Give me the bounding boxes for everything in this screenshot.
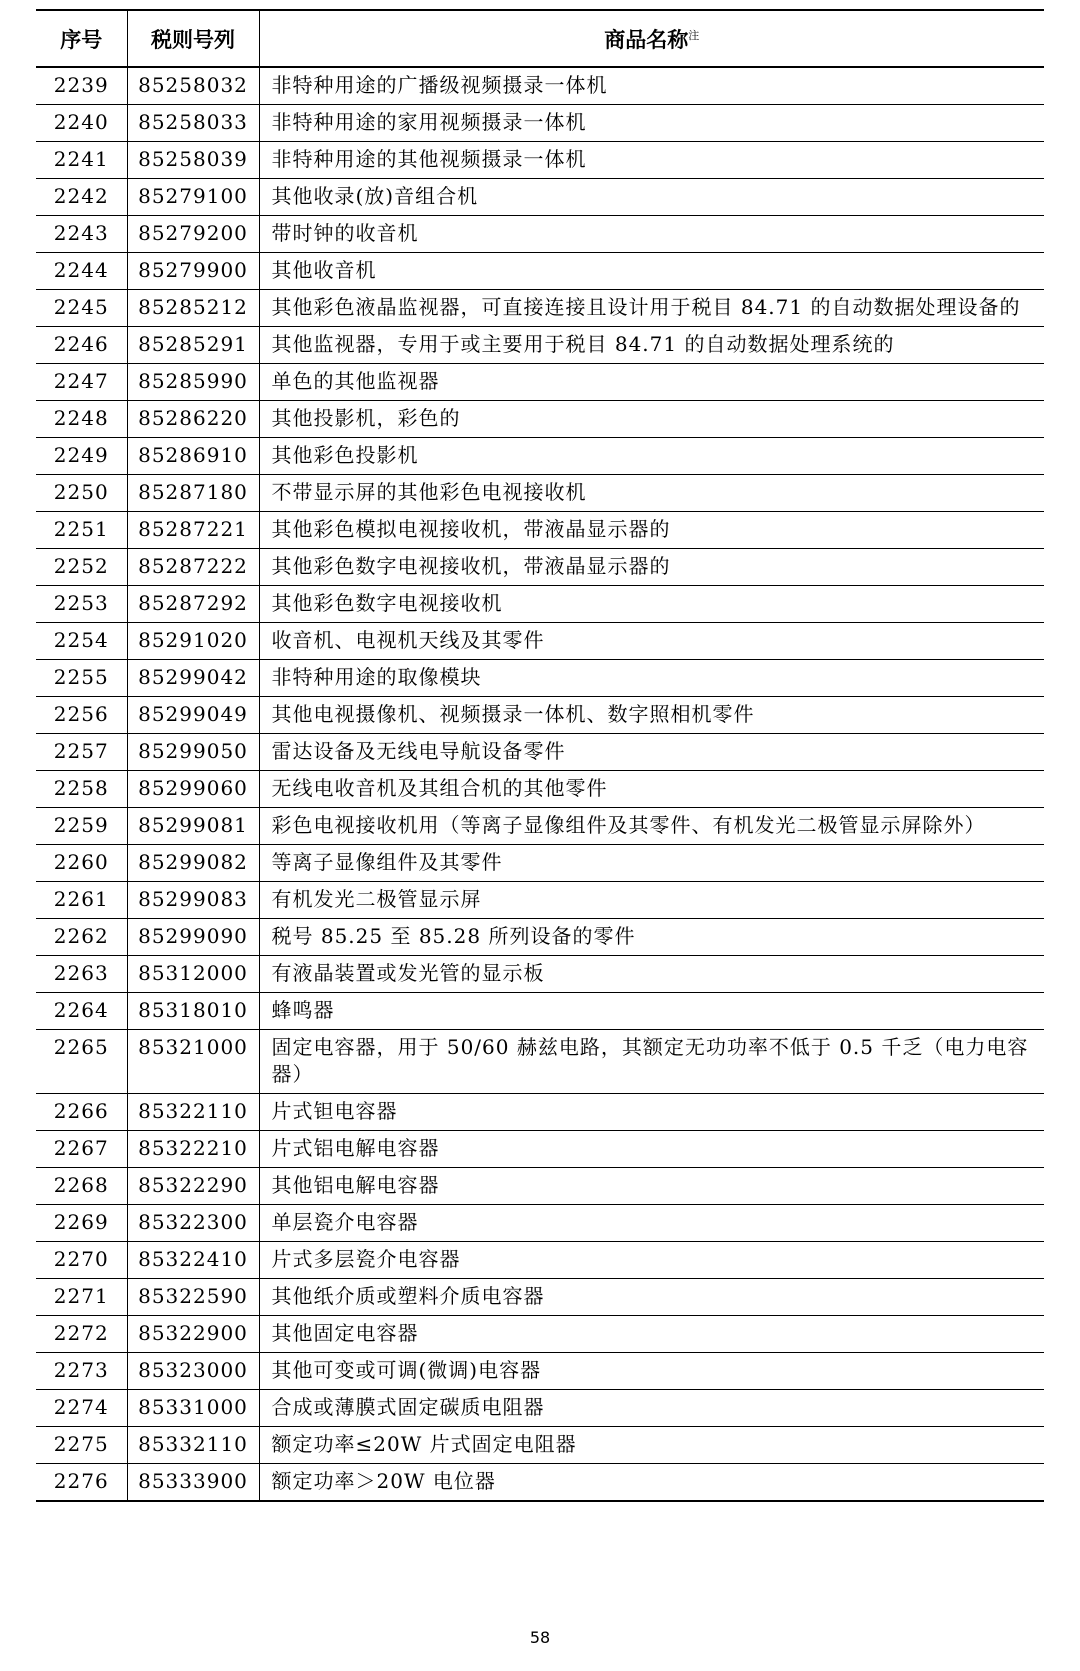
table-row — [36, 401, 1044, 438]
row-code: 85333900 — [127, 1464, 259, 1502]
row-seq: 2239 — [36, 67, 127, 105]
row-seq: 2253 — [36, 586, 127, 623]
row-seq: 2268 — [36, 1168, 127, 1205]
table-row — [36, 327, 1044, 364]
row-name: 单色的其他监视器 — [259, 364, 1044, 401]
row-code: 85285990 — [127, 364, 259, 401]
row-name: 税号 85.25 至 85.28 所列设备的零件 — [259, 919, 1044, 956]
header-name-note: 注 — [688, 28, 700, 42]
row-code: 85285212 — [127, 290, 259, 327]
row-code: 85322290 — [127, 1168, 259, 1205]
table-row — [36, 956, 1044, 993]
row-code: 85287180 — [127, 475, 259, 512]
row-seq: 2255 — [36, 660, 127, 697]
row-code: 85287222 — [127, 549, 259, 586]
row-name: 非特种用途的取像模块 — [259, 660, 1044, 697]
table-row — [36, 1030, 1044, 1094]
table-row — [36, 290, 1044, 327]
row-seq: 2247 — [36, 364, 127, 401]
row-seq: 2243 — [36, 216, 127, 253]
row-code: 85279900 — [127, 253, 259, 290]
table-row — [36, 882, 1044, 919]
row-code: 85258032 — [127, 67, 259, 105]
row-name: 片式多层瓷介电容器 — [259, 1242, 1044, 1279]
row-name: 有液晶装置或发光管的显示板 — [259, 956, 1044, 993]
row-seq: 2257 — [36, 734, 127, 771]
row-seq: 2246 — [36, 327, 127, 364]
table-row — [36, 1353, 1044, 1390]
row-name: 其他彩色数字电视接收机 — [259, 586, 1044, 623]
row-code: 85312000 — [127, 956, 259, 993]
table-row — [36, 1168, 1044, 1205]
table-row — [36, 1131, 1044, 1168]
table-row — [36, 1390, 1044, 1427]
table-row — [36, 105, 1044, 142]
row-code: 85286220 — [127, 401, 259, 438]
row-code: 85332110 — [127, 1427, 259, 1464]
row-code: 85299050 — [127, 734, 259, 771]
table-row — [36, 142, 1044, 179]
row-seq: 2264 — [36, 993, 127, 1030]
row-name: 其他收音机 — [259, 253, 1044, 290]
table-header — [36, 10, 1044, 67]
row-code: 85291020 — [127, 623, 259, 660]
row-code: 85322900 — [127, 1316, 259, 1353]
table-row — [36, 179, 1044, 216]
row-seq: 2270 — [36, 1242, 127, 1279]
table-row — [36, 67, 1044, 105]
row-code: 85299082 — [127, 845, 259, 882]
row-code: 85322590 — [127, 1279, 259, 1316]
row-seq: 2262 — [36, 919, 127, 956]
row-seq: 2274 — [36, 1390, 127, 1427]
row-seq: 2248 — [36, 401, 127, 438]
row-name: 蜂鸣器 — [259, 993, 1044, 1030]
row-code: 85299042 — [127, 660, 259, 697]
row-seq: 2251 — [36, 512, 127, 549]
table-row — [36, 253, 1044, 290]
row-code: 85299090 — [127, 919, 259, 956]
row-code: 85331000 — [127, 1390, 259, 1427]
row-name: 其他监视器，专用于或主要用于税目 84.71 的自动数据处理系统的 — [259, 327, 1044, 364]
row-name: 其他固定电容器 — [259, 1316, 1044, 1353]
row-code: 85299083 — [127, 882, 259, 919]
row-seq: 2250 — [36, 475, 127, 512]
row-code: 85279100 — [127, 179, 259, 216]
row-name: 片式铝电解电容器 — [259, 1131, 1044, 1168]
page-number: 58 — [529, 1628, 551, 1647]
table-row — [36, 216, 1044, 253]
row-seq: 2245 — [36, 290, 127, 327]
row-name: 单层瓷介电容器 — [259, 1205, 1044, 1242]
table-row — [36, 512, 1044, 549]
row-code: 85286910 — [127, 438, 259, 475]
row-seq: 2273 — [36, 1353, 127, 1390]
row-name: 带时钟的收音机 — [259, 216, 1044, 253]
row-name: 额定功率＞20W 电位器 — [259, 1464, 1044, 1502]
row-seq: 2241 — [36, 142, 127, 179]
row-name: 其他铝电解电容器 — [259, 1168, 1044, 1205]
row-seq: 2266 — [36, 1094, 127, 1131]
table-row — [36, 1279, 1044, 1316]
table-body — [36, 67, 1044, 1501]
row-code: 85287292 — [127, 586, 259, 623]
table-row — [36, 475, 1044, 512]
table-row — [36, 549, 1044, 586]
row-code: 85322210 — [127, 1131, 259, 1168]
table-row — [36, 1427, 1044, 1464]
row-code: 85321000 — [127, 1030, 259, 1094]
row-seq: 2276 — [36, 1464, 127, 1502]
header-name-label: 商品名称 — [604, 27, 689, 52]
row-name: 无线电收音机及其组合机的其他零件 — [259, 771, 1044, 808]
table-row — [36, 845, 1044, 882]
row-seq: 2261 — [36, 882, 127, 919]
row-seq: 2242 — [36, 179, 127, 216]
row-name: 其他电视摄像机、视频摄录一体机、数字照相机零件 — [259, 697, 1044, 734]
row-name: 其他彩色投影机 — [259, 438, 1044, 475]
row-name: 额定功率≤20W 片式固定电阻器 — [259, 1427, 1044, 1464]
table-row — [36, 734, 1044, 771]
header-seq: 序号 — [36, 10, 127, 67]
row-name: 彩色电视接收机用（等离子显像组件及其零件、有机发光二极管显示屏除外） — [259, 808, 1044, 845]
row-seq: 2269 — [36, 1205, 127, 1242]
table-row — [36, 1242, 1044, 1279]
table-row — [36, 808, 1044, 845]
row-name: 收音机、电视机天线及其零件 — [259, 623, 1044, 660]
row-code: 85258039 — [127, 142, 259, 179]
row-seq: 2259 — [36, 808, 127, 845]
row-code: 85323000 — [127, 1353, 259, 1390]
table-row — [36, 586, 1044, 623]
row-seq: 2252 — [36, 549, 127, 586]
row-code: 85322110 — [127, 1094, 259, 1131]
table-row — [36, 771, 1044, 808]
row-name: 非特种用途的家用视频摄录一体机 — [259, 105, 1044, 142]
row-seq: 2256 — [36, 697, 127, 734]
row-seq: 2265 — [36, 1030, 127, 1094]
row-name: 其他投影机，彩色的 — [259, 401, 1044, 438]
table-row — [36, 1205, 1044, 1242]
row-name: 合成或薄膜式固定碳质电阻器 — [259, 1390, 1044, 1427]
table-row — [36, 438, 1044, 475]
row-code: 85322410 — [127, 1242, 259, 1279]
row-seq: 2260 — [36, 845, 127, 882]
header-code: 税则号列 — [127, 10, 259, 67]
row-name: 固定电容器，用于 50/60 赫兹电路，其额定无功功率不低于 0.5 千乏（电力电容器） — [259, 1030, 1044, 1094]
row-code: 85299060 — [127, 771, 259, 808]
table-row — [36, 364, 1044, 401]
row-code: 85318010 — [127, 993, 259, 1030]
row-seq: 2254 — [36, 623, 127, 660]
table-row — [36, 1094, 1044, 1131]
tariff-table — [36, 9, 1044, 1502]
row-name: 其他纸介质或塑料介质电容器 — [259, 1279, 1044, 1316]
row-seq: 2271 — [36, 1279, 127, 1316]
row-seq: 2258 — [36, 771, 127, 808]
row-name: 其他彩色数字电视接收机，带液晶显示器的 — [259, 549, 1044, 586]
table-row — [36, 919, 1044, 956]
row-seq: 2249 — [36, 438, 127, 475]
row-code: 85258033 — [127, 105, 259, 142]
header-name — [259, 10, 1044, 67]
row-name: 其他收录(放)音组合机 — [259, 179, 1044, 216]
table-row — [36, 623, 1044, 660]
row-name: 片式钽电容器 — [259, 1094, 1044, 1131]
row-code: 85287221 — [127, 512, 259, 549]
table-row — [36, 1316, 1044, 1353]
row-name: 非特种用途的其他视频摄录一体机 — [259, 142, 1044, 179]
row-name: 等离子显像组件及其零件 — [259, 845, 1044, 882]
row-seq: 2272 — [36, 1316, 127, 1353]
row-seq: 2240 — [36, 105, 127, 142]
row-name: 其他可变或可调(微调)电容器 — [259, 1353, 1044, 1390]
row-name: 有机发光二极管显示屏 — [259, 882, 1044, 919]
row-code: 85322300 — [127, 1205, 259, 1242]
header-row — [36, 10, 1044, 67]
row-seq: 2244 — [36, 253, 127, 290]
row-name: 雷达设备及无线电导航设备零件 — [259, 734, 1044, 771]
row-seq: 2267 — [36, 1131, 127, 1168]
row-name: 非特种用途的广播级视频摄录一体机 — [259, 67, 1044, 105]
row-code: 85285291 — [127, 327, 259, 364]
table-row — [36, 1464, 1044, 1502]
row-seq: 2263 — [36, 956, 127, 993]
row-code: 85299081 — [127, 808, 259, 845]
row-code: 85279200 — [127, 216, 259, 253]
row-seq: 2275 — [36, 1427, 127, 1464]
table-row — [36, 660, 1044, 697]
table-row — [36, 697, 1044, 734]
table-row — [36, 993, 1044, 1030]
row-name: 其他彩色液晶监视器，可直接连接且设计用于税目 84.71 的自动数据处理设备的 — [259, 290, 1044, 327]
row-name: 其他彩色模拟电视接收机，带液晶显示器的 — [259, 512, 1044, 549]
row-code: 85299049 — [127, 697, 259, 734]
row-name: 不带显示屏的其他彩色电视接收机 — [259, 475, 1044, 512]
